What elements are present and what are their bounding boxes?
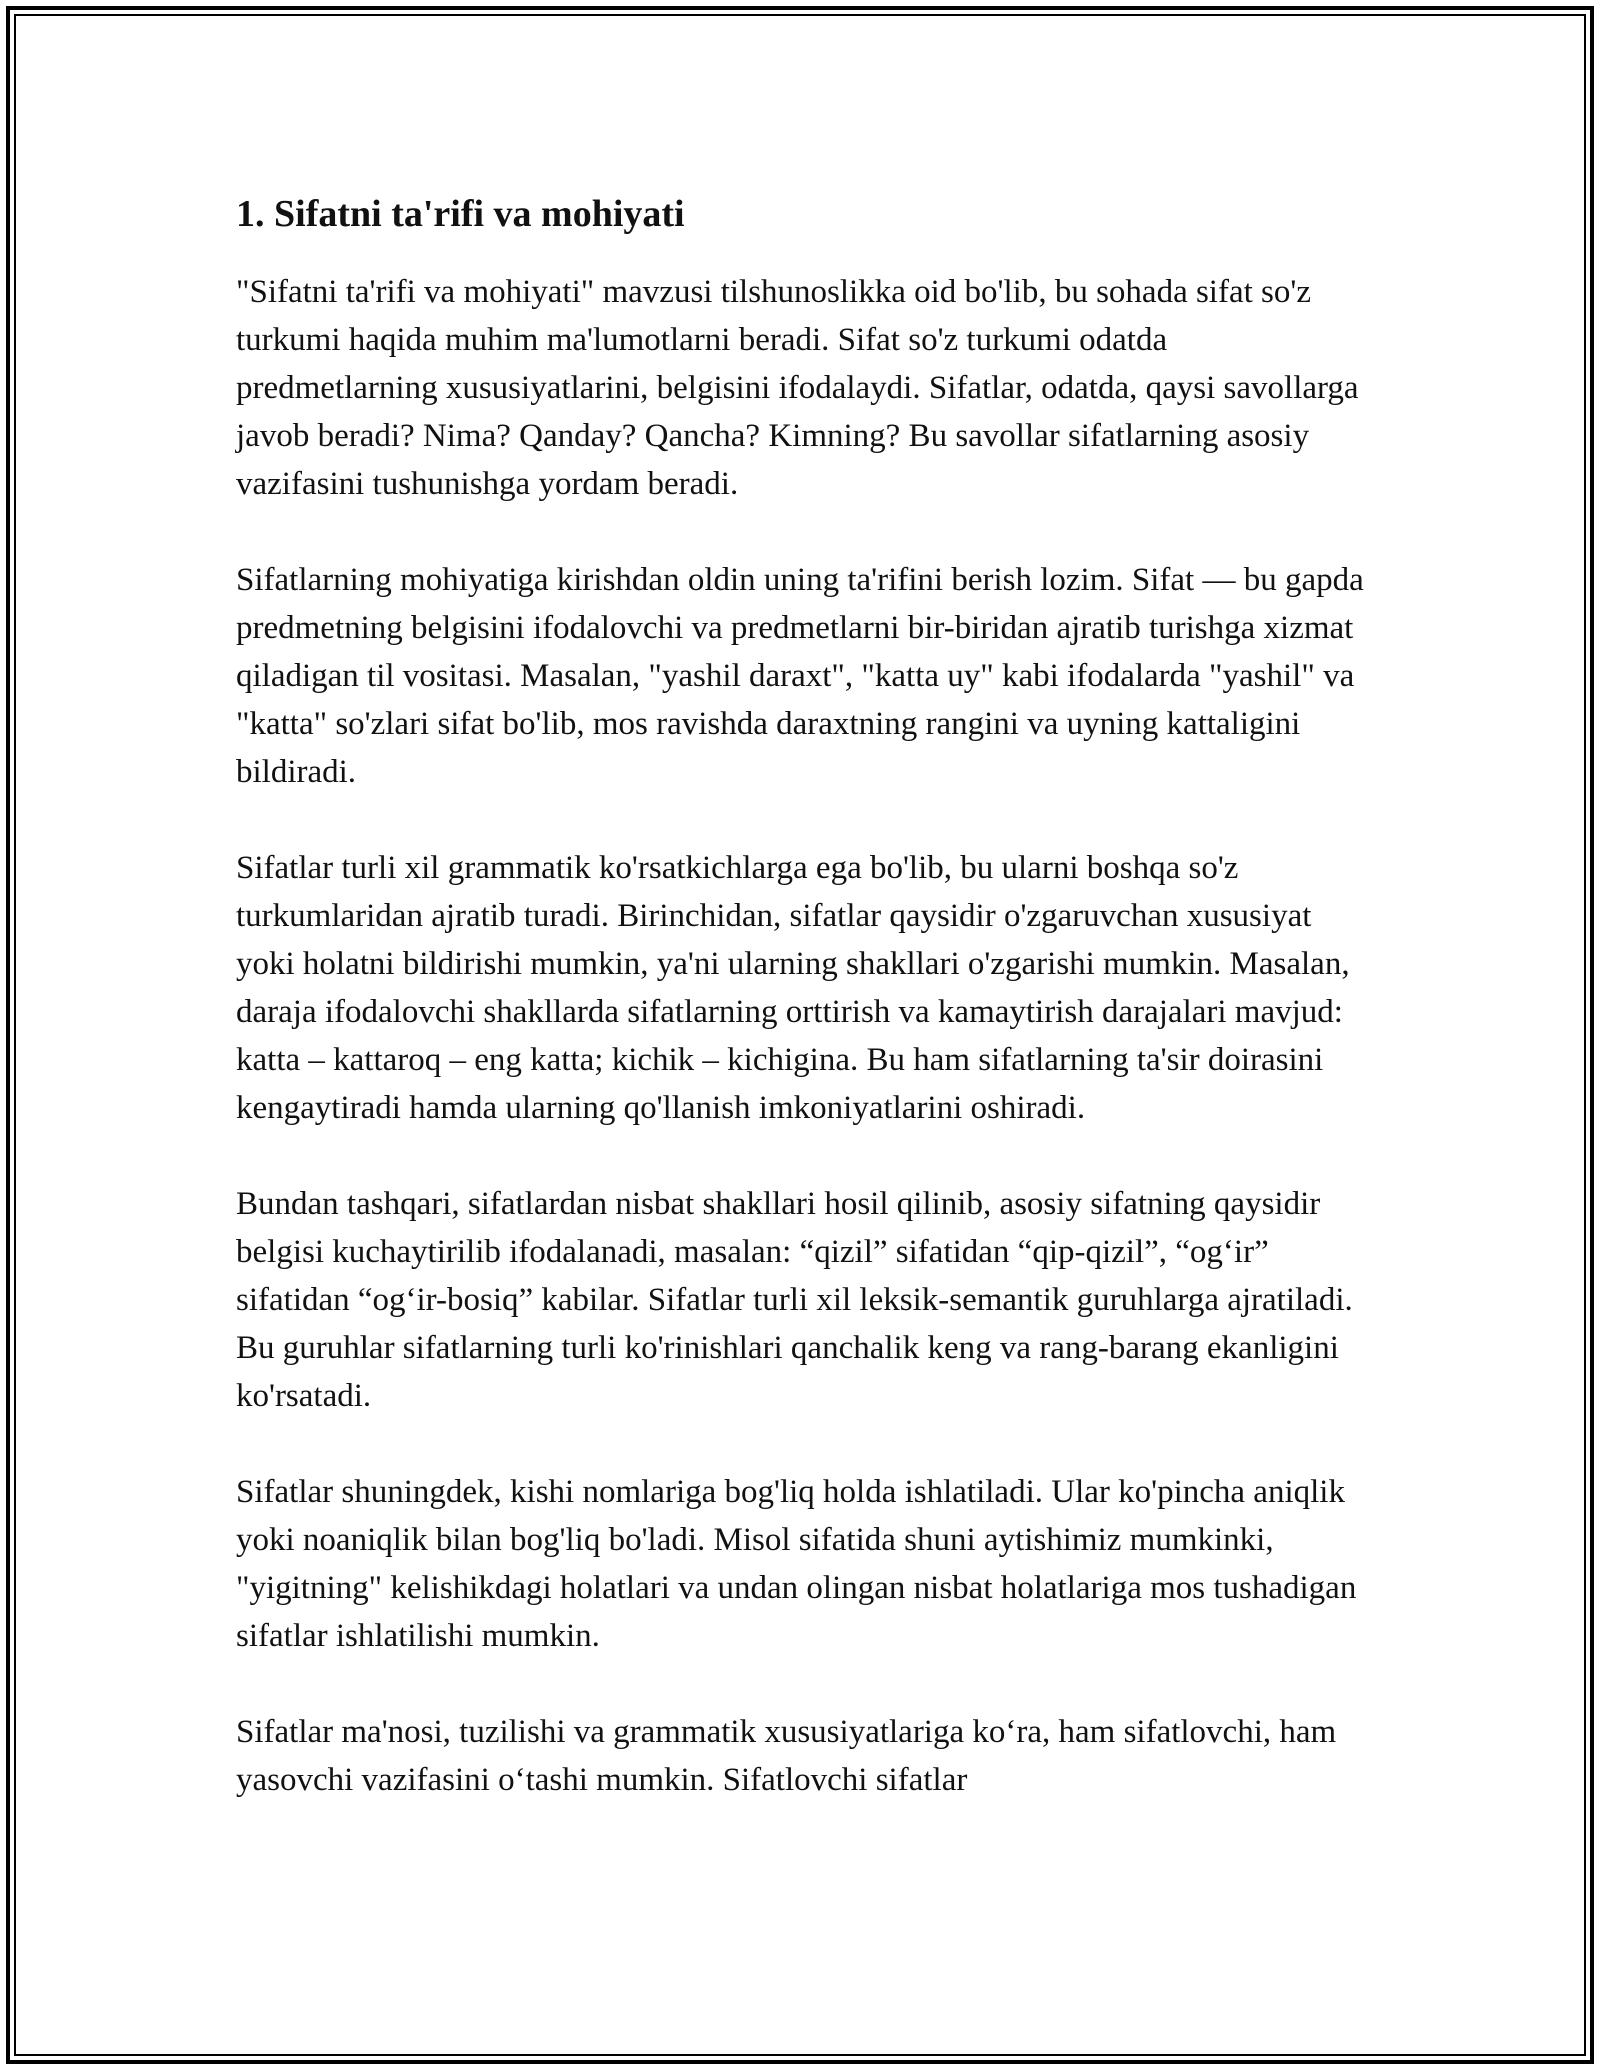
paragraph-6: Sifatlar ma'nosi, tuzilishi va grammatik xususiyatlariga ko‘ra, ham sifatlovchi, ham yasovchi vazifasini o‘tashi mumkin. Sifatlovchi sifatlar (236, 1714, 1337, 1798)
paragraph-1: "Sifatni ta'rifi va mohiyati" mavzusi tilshunoslikka oid bo'lib, bu sohada sifat so'z turkumi haqida muhim ma'lumotlarni beradi. Sifat so'z turkumi odatda predmetlarning xususiyatlarini, belgisini ifodalaydi. Sifatlar, odatda, qaysi savollarga javob beradi? Nima? Qanday? Qancha? Kimning? Bu savollar sifatlarning asosiy vazifasini tushunishga yordam beradi. (236, 274, 1359, 502)
paragraph-4: Bundan tashqari, sifatlardan nisbat shakllari hosil qilinib, asosiy sifatning qaysidir belgisi kuchaytirilib ifodalanadi, masalan: “qizil” sifatidan “qip-qizil”, “og‘ir” sifatidan “og‘ir-bosiq” kabilar. Sifatlar turli xil leksik-semantik guruhlarga ajratiladi. Bu guruhlar sifatlarning turli ko'rinishlari qanchalik keng va rang-barang ekanligini ko'rsatadi. (236, 1186, 1353, 1414)
paragraph-3: Sifatlar turli xil grammatik ko'rsatkichlarga ega bo'lib, bu ularni boshqa so'z turkumlaridan ajratib turadi. Birinchidan, sifatlar qaysidir o'zgaruvchan xususiyat yoki holatni bildirishi mumkin, ya'ni ularning shakllari o'zgarishi mumkin. Masalan, daraja ifodalovchi shakllarda sifatlarning orttirish va kamaytirish darajalari mavjud: katta – kattaroq – eng katta; kichik – kichigina. Bu ham sifatlarning ta'sir doirasini kengaytiradi hamda ularning qo'llanish imkoniyatlarini oshiradi. (236, 850, 1350, 1126)
paragraph-5: Sifatlar shuningdek, kishi nomlariga bog'liq holda ishlatiladi. Ular ko'pincha aniqlik yoki noaniqlik bilan bog'liq bo'ladi. Misol sifatida shuni aytishimiz mumkinki, "yigitning" kelishikdagi holatlari va undan olingan nisbat holatlariga mos tushadigan sifatlar ishlatilishi mumkin. (236, 1474, 1357, 1654)
paragraph-2: Sifatlarning mohiyatiga kirishdan oldin uning ta'rifini berish lozim. Sifat — bu gapda predmetning belgisini ifodalovchi va predmetlarni bir-biridan ajratib turishga xizmat qiladigan til vositasi. Masalan, "yashil daraxt", "katta uy" kabi ifodalarda "yashil" va "katta" so'zlari sifat bo'lib, mos ravishda daraxtning rangini va uyning kattaligini bildiradi. (236, 562, 1364, 790)
section-heading: 1. Sifatni ta'rifi va mohiyati (236, 193, 685, 235)
document-body (236, 186, 1376, 1852)
